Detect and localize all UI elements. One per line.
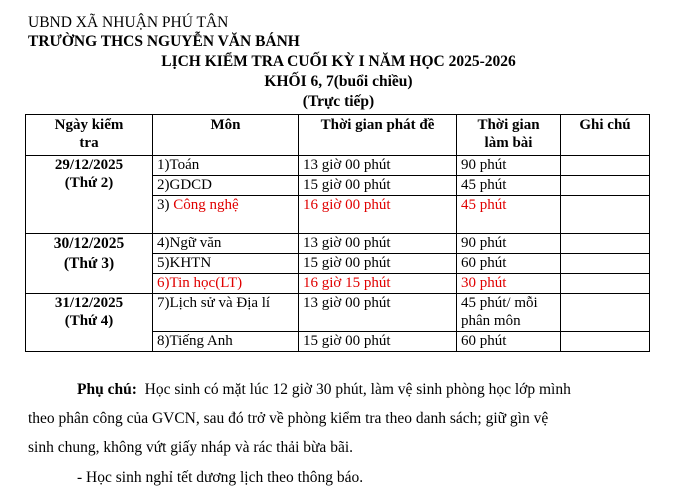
- subject-cell: 5)KHTN: [153, 254, 299, 274]
- exam-weekday: (Thứ 4): [64, 313, 114, 329]
- note-cell: [561, 332, 650, 352]
- subject-cell: 4)Ngữ văn: [153, 234, 299, 254]
- col-header-date: [26, 115, 153, 156]
- col-header-start-time: Thời gian phát đề: [299, 115, 457, 156]
- start-time-cell: 16 giờ 15 phút: [299, 274, 457, 294]
- note-line-1: [77, 381, 571, 399]
- start-time-cell: 16 giờ 00 phút: [299, 196, 457, 234]
- note-label: Phụ chú:: [77, 381, 137, 398]
- note-line-3: sinh chung, không vứt giấy nháp và rác thải bừa bãi.: [28, 439, 354, 456]
- col-header-date-line2: tra: [79, 135, 99, 151]
- duration-cell: 45 phút/ mỗi phân môn: [457, 294, 561, 332]
- start-time-cell: 15 giờ 00 phút: [299, 176, 457, 196]
- exam-date: 31/12/2025: [54, 295, 124, 311]
- subject-cell: 8)Tiếng Anh: [153, 332, 299, 352]
- subject-cell: 2)GDCD: [153, 176, 299, 196]
- table-header-row: [26, 115, 650, 156]
- grade-info: KHỐI 6, 7(buổi chiều): [264, 73, 413, 90]
- date-cell: [26, 156, 153, 234]
- note-cell: [561, 234, 650, 254]
- note-cell: [561, 196, 650, 234]
- note-line-4: - Học sinh nghỉ tết dương lịch theo thông báo.: [77, 469, 364, 486]
- subject-cell: 1)Toán: [153, 156, 299, 176]
- duration-cell: 60 phút: [457, 332, 561, 352]
- duration-cell: 60 phút: [457, 254, 561, 274]
- table-row: [26, 234, 650, 254]
- table-row: [26, 294, 650, 332]
- note-cell: [561, 254, 650, 274]
- note-cell: [561, 274, 650, 294]
- school-name: TRƯỜNG THCS NGUYỄN VĂN BÁNH: [28, 33, 300, 50]
- table-row: [26, 156, 650, 176]
- date-cell: [26, 234, 153, 294]
- duration-cell: 45 phút: [457, 176, 561, 196]
- col-header-duration: [457, 115, 561, 156]
- document-title: LỊCH KIỂM TRA CUỐI KỲ I NĂM HỌC 2025-2026: [161, 53, 516, 70]
- subject-cell: 7)Lịch sử và Địa lí: [153, 294, 299, 332]
- exam-date: 30/12/2025: [53, 235, 125, 252]
- note-cell: [561, 156, 650, 176]
- start-time-cell: 15 giờ 00 phút: [299, 254, 457, 274]
- agency-name: UBND XÃ NHUẬN PHÚ TÂN: [28, 14, 229, 31]
- duration-cell: 45 phút: [457, 196, 561, 234]
- note-line-2: theo phân công của GVCN, sau đó trở về phòng kiểm tra theo danh sách; giữ gìn vệ: [28, 410, 549, 427]
- duration-cell: 30 phút: [457, 274, 561, 294]
- note-cell: [561, 294, 650, 332]
- subject-cell: 6)Tin học(LT): [153, 274, 299, 294]
- start-time-cell: 13 giờ 00 phút: [299, 294, 457, 332]
- subject-cell: 3) Công nghệ: [153, 196, 299, 234]
- schedule-table: [25, 114, 650, 352]
- exam-weekday: (Thứ 3): [63, 255, 115, 272]
- start-time-cell: 15 giờ 00 phút: [299, 332, 457, 352]
- duration-cell: 90 phút: [457, 234, 561, 254]
- note-cell: [561, 176, 650, 196]
- start-time-cell: 13 giờ 00 phút: [299, 156, 457, 176]
- note-text-1: Học sinh có mặt lúc 12 giờ 30 phút, làm vệ sinh phòng học lớp mình: [144, 381, 571, 398]
- col-header-duration-line2: làm bài: [484, 135, 533, 151]
- col-header-notes: Ghi chú: [561, 115, 650, 156]
- col-header-duration-line1: Thời gian: [477, 117, 540, 133]
- duration-cell: 90 phút: [457, 156, 561, 176]
- exam-date: 29/12/2025: [54, 157, 124, 173]
- col-header-date-line1: Ngày kiểm: [54, 117, 124, 133]
- date-cell: [26, 294, 153, 352]
- exam-weekday: (Thứ 2): [64, 175, 114, 191]
- subject-name-highlighted: Công nghệ: [173, 197, 239, 213]
- exam-mode: (Trực tiếp): [302, 93, 375, 110]
- start-time-cell: 13 giờ 00 phút: [299, 234, 457, 254]
- col-header-subject: Môn: [153, 115, 299, 156]
